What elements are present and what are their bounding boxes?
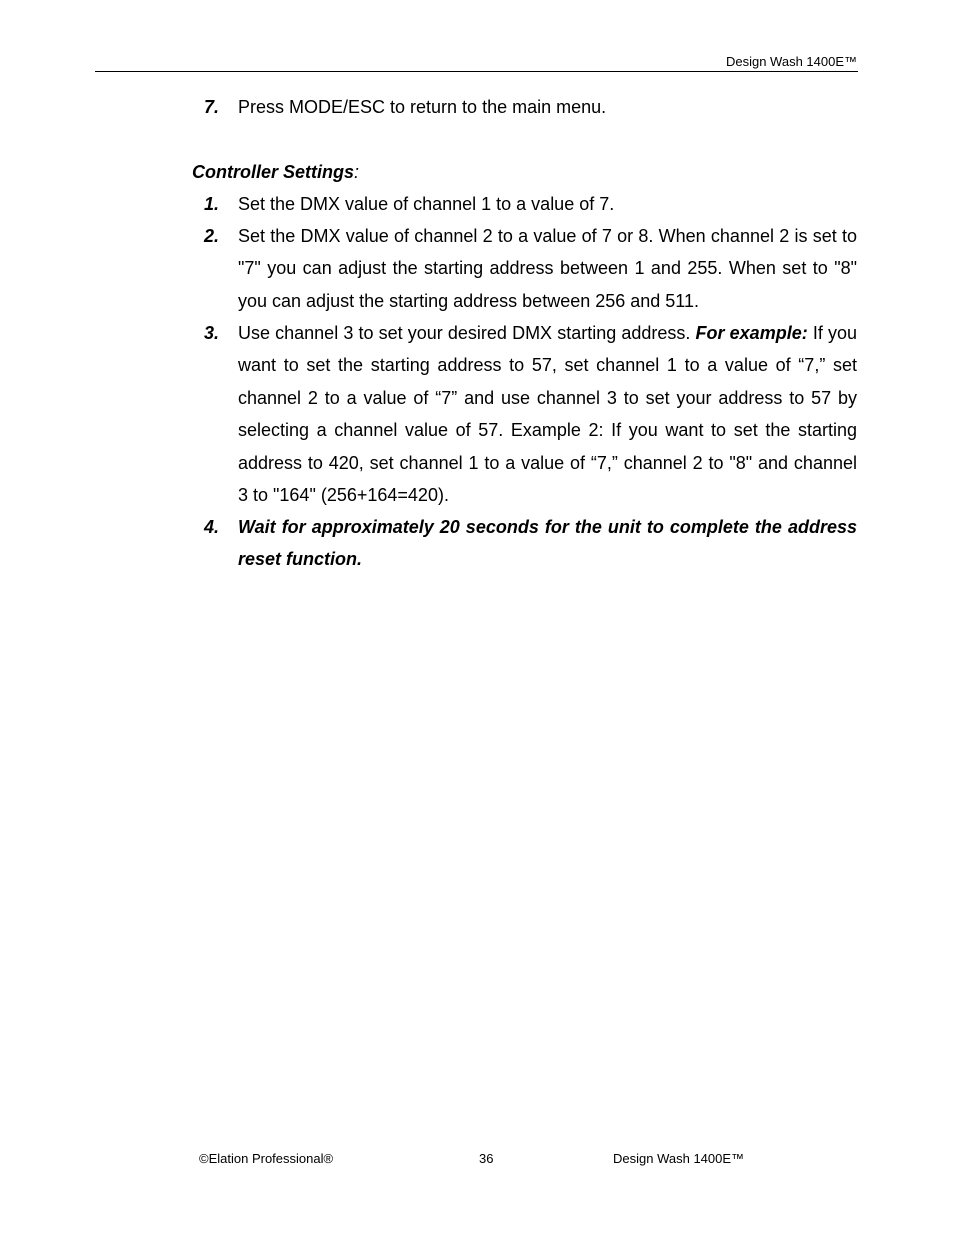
list-item-step-1: [204, 188, 857, 220]
list-item-step-2: [204, 220, 857, 317]
step-number: 7.: [204, 97, 220, 117]
step-text-after: If you want to set the starting address to 57, set channel 1 to a value of “7,” set channel 2 to a value of “7” and use channel 3 to set your address to 57 by selecting a channel value of 57. Example 2: If you want to set the starting address to 420, set channel 1 to a value of “7,” channel 2 to "8" and channel 3 to "164" (256+164=420).: [238, 323, 857, 506]
step-number: 2.: [204, 226, 220, 246]
step-text: Set the DMX value of channel 2 to a value of 7 or 8. When channel 2 is set to "7" you can adjust the starting address between 1 and 255. When set to "8" you can adjust the starting address between 256 and 511.: [238, 226, 857, 311]
step-text: Press MODE/ESC to return to the main menu.: [238, 97, 607, 117]
footer-copyright: ©Elation Professional®: [199, 1151, 334, 1166]
step-text: Set the DMX value of channel 1 to a value of 7.: [238, 194, 615, 214]
section-heading: [192, 157, 359, 187]
header-divider: [95, 71, 858, 72]
step-emphasis: For example:: [695, 323, 808, 343]
step-number: 1.: [204, 194, 220, 214]
step-number: 3.: [204, 323, 220, 343]
list-item-step-7: [204, 91, 857, 123]
list-item-step-4: [204, 511, 857, 576]
step-text-before: Use channel 3 to set your desired DMX starting address.: [238, 323, 696, 343]
step-number: 4.: [204, 517, 220, 537]
footer-product-name: Design Wash 1400E™: [613, 1151, 745, 1166]
section-heading-text: Controller Settings: [192, 162, 355, 182]
section-heading-colon: :: [354, 162, 360, 182]
page-header-title: Design Wash 1400E™: [725, 54, 857, 69]
list-item-step-3: [204, 317, 857, 511]
footer-page-number: 36: [479, 1151, 494, 1166]
step-text: Wait for approximately 20 seconds for the unit to complete the address reset function.: [238, 517, 857, 570]
